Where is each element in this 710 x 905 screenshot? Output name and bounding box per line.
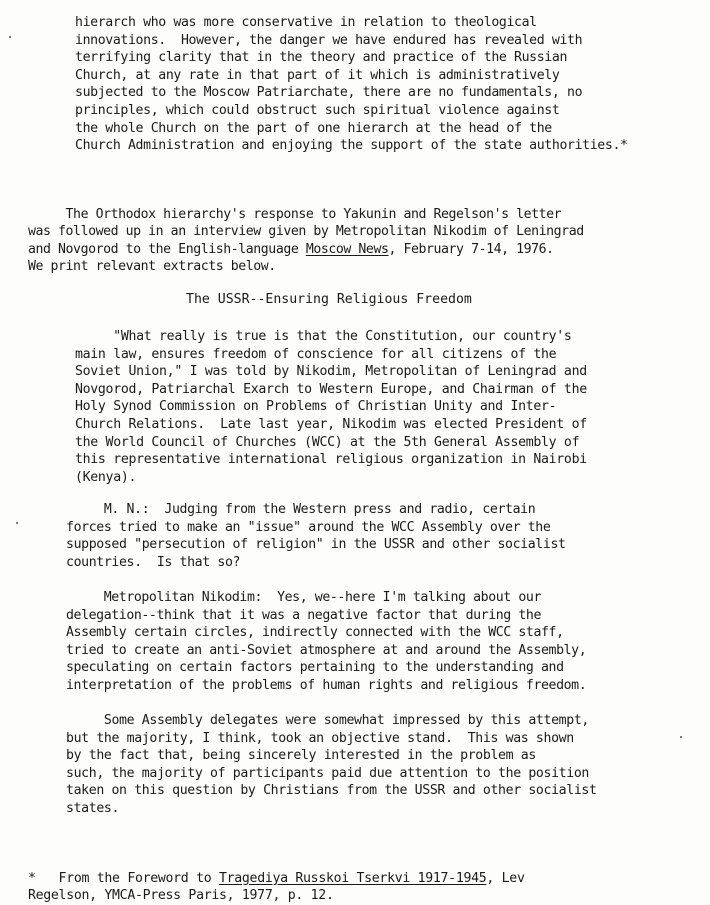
scan-speck — [16, 522, 18, 524]
text-line: delegation--think that it was a negative factor that during the — [66, 607, 541, 623]
text-line: taken on this question by Christians from the USSR and other socialist — [66, 783, 597, 799]
footnote-line: Regelson, YMCA-Press Paris, 1977, p. 12. — [28, 888, 334, 904]
text-line: but the majority, I think, took an objective stand. This was shown — [66, 730, 574, 746]
intro-line: We print relevant extracts below. — [28, 259, 276, 275]
text-line: Church, at any rate in that part of it which is administratively — [75, 67, 560, 83]
text-line: the World Council of Churches (WCC) at the 5th General Assembly of — [75, 434, 580, 450]
text-line: M. N.: Judging from the Western press and radio, certain — [66, 502, 536, 517]
text-line: hierarch who was more conservative in relation to theological — [75, 15, 537, 30]
article-paragraph-1 — [75, 328, 587, 486]
footnote-line: * From the Foreword to Tragediya Russkoi Tserkvi 1917-1945, Lev — [28, 870, 525, 886]
section-title: The USSR--Ensuring Religious Freedom — [186, 292, 472, 307]
text-line: terrifying clarity that in the theory and practice of the Russian — [75, 50, 568, 66]
text-line: subjected to the Moscow Patriarchate, there are no fundamentals, no — [75, 85, 583, 101]
text-line: such, the majority of participants paid due attention to the position — [66, 765, 589, 781]
text-line: interpretation of the problems of human rights and religious freedom. — [66, 677, 587, 693]
text-line: (Kenya). — [75, 469, 137, 485]
footnote-marker: * — [28, 870, 36, 886]
text-line: Church Relations. Late last year, Nikodim was elected President of — [75, 416, 587, 432]
quote-continuation — [75, 14, 628, 155]
text-line: tried to create an anti-Soviet atmosphere at and around the Assembly, — [66, 642, 587, 658]
text-line: main law, ensures freedom of conscience for all citizens of the — [75, 346, 557, 362]
text-line: Assembly certain circles, indirectly connected with the WCC staff, — [66, 625, 564, 641]
intro-paragraph — [28, 188, 584, 276]
scan-speck — [680, 736, 682, 738]
intro-line: was followed up in an interview given by Metropolitan Nikodim of Leningrad — [28, 224, 584, 240]
text-line: innovations. However, the danger we have endured has revealed with — [75, 32, 583, 48]
text-line: "What really is true is that the Constitution, our country's — [75, 329, 572, 344]
text-line: by the fact that, being sincerely interested in the problem as — [66, 748, 536, 764]
book-title: Tragediya Russkoi Tserkvi 1917-1945 — [219, 870, 487, 886]
text-line: principles, which could obstruct such spiritual violence against — [75, 102, 560, 118]
text-line: forces tried to make an "issue" around the WCC Assembly over the — [66, 519, 551, 535]
text-line: Metropolitan Nikodim: Yes, we--here I'm talking about our — [66, 590, 541, 605]
scan-speck — [9, 36, 11, 38]
interviewer-question — [66, 501, 566, 571]
publication-title-moscow-news: Moscow News — [305, 241, 389, 257]
text-line: the whole Church on the part of one hierarch at the head of the — [75, 120, 552, 136]
text-line: Holy Synod Commission on Problems of Christian Unity and Inter- — [75, 399, 557, 415]
text-line: states. — [66, 800, 120, 816]
text-line: Soviet Union," I was told by Nikodim, Metropolitan of Leningrad and — [75, 364, 587, 380]
text-line: Church Administration and enjoying the support of the state authorities.* — [75, 138, 628, 154]
text-line: Novgorod, Patriarchal Exarch to Western Europe, and Chairman of the — [75, 381, 587, 397]
nikodim-answer-2 — [66, 712, 597, 818]
text-line: Some Assembly delegates were somewhat impressed by this attempt, — [66, 713, 589, 728]
nikodim-answer-1 — [66, 589, 586, 695]
text-line: countries. Is that so? — [66, 554, 241, 570]
text-line: supposed "persecution of religion" in the USSR and other socialist — [66, 537, 566, 553]
footnote — [28, 852, 525, 905]
intro-line: The Orthodox hierarchy's response to Yakunin and Regelson's letter — [28, 206, 562, 222]
text-line: speculating on certain factors pertaining to the understanding and — [66, 660, 564, 676]
text-line: this representative international religious organization in Nairobi — [75, 452, 587, 468]
intro-line: and Novgorod to the English-language Moscow News, February 7-14, 1976. — [28, 241, 554, 257]
